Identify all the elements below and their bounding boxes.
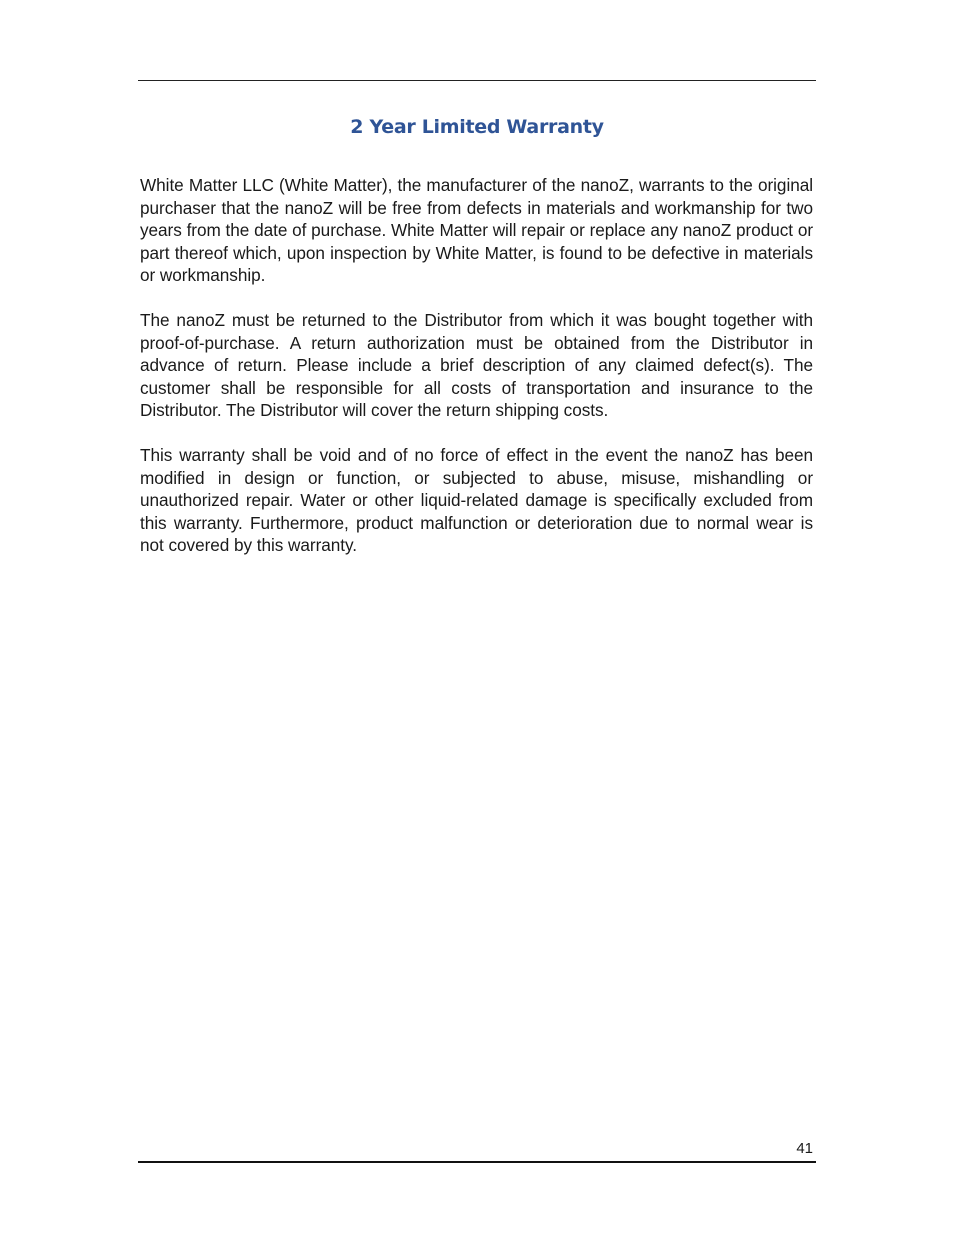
page-title: 2 Year Limited Warranty bbox=[350, 116, 604, 138]
header-rule bbox=[138, 80, 816, 81]
warranty-body bbox=[140, 174, 813, 579]
paragraph-exclusions: This warranty shall be void and of no force of effect in the event the nanoZ has been modified in design or function, or subjected to abuse, misuse, mishandling or unauthorized repair. Water or other liquid-related damage is specifically excluded from this warranty. Furthermore, product malfunction or deterioration due to normal wear is not covered by this warranty. bbox=[140, 445, 813, 555]
page-number: 41 bbox=[796, 1140, 813, 1157]
paragraph-warranty-terms: White Matter LLC (White Matter), the manufacturer of the nanoZ, warrants to the original purchaser that the nanoZ will be free from defects in materials and workmanship for two years from the date of purchase. White Matter will repair or replace any nanoZ product or part thereof which, upon inspection by White Matter, is found to be defective in materials or workmanship. bbox=[140, 175, 813, 285]
paragraph-return-process: The nanoZ must be returned to the Distributor from which it was bought together with proof-of-purchase. A return authorization must be obtained from the Distributor in advance of return. Please include a brief description of any claimed defect(s). The customer shall be responsible for all costs of transportation and insurance to the Distributor. The Distributor will cover the return shipping costs. bbox=[140, 310, 813, 420]
footer-rule bbox=[138, 1161, 816, 1163]
